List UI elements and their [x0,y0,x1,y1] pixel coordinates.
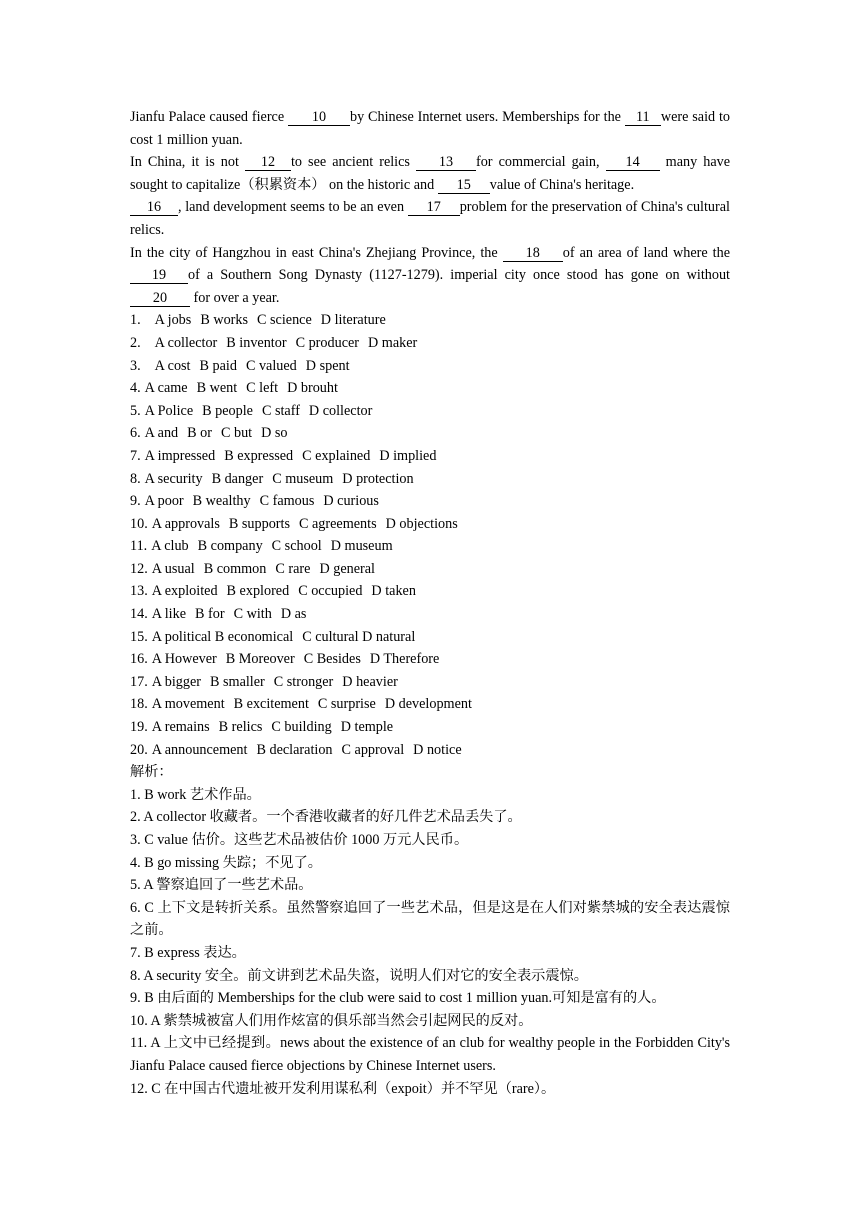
passage-text: value of China's heritage. [489,176,635,193]
analysis-item: 4. B go missing 失踪；不见了。 [130,854,322,871]
analysis-item: 1. B work 艺术作品。 [130,786,261,803]
option-choice: C surprise [317,696,376,713]
option-line [130,309,730,332]
option-choice: D brouht [287,380,338,397]
option-line [130,355,730,378]
option-choice: C science [257,312,312,329]
option-line [130,490,730,513]
question-number: 8. [130,470,141,487]
document-page [130,106,730,1100]
option-choice: B people [202,402,253,419]
option-choice: C stronger [273,673,334,690]
option-choice: C staff [261,402,300,419]
blank-10: 10 [288,109,350,126]
option-choice: A impressed [144,447,216,464]
option-choice: B excitement [233,696,309,713]
blank-16: 16 [130,199,178,216]
option-line [130,739,730,762]
question-number: 13. [130,583,148,600]
analysis-item: 10. A 紫禁城被富人们用作炫富的俱乐部当然会引起网民的反对。 [130,1012,533,1029]
option-choice: A approvals [151,515,220,532]
option-choice: D maker [368,334,418,351]
analysis-title: 解析： [130,764,173,781]
option-line [130,445,730,468]
passage-text: many have sought to capitalize（积累资本） on the historic and [130,154,731,193]
option-choice: A remains [151,719,210,736]
blank-14: 14 [606,154,660,171]
passage-text: of a Southern Song Dynasty (1127-1279). imperial city once stood has gone on without [188,267,730,284]
option-choice: D literature [320,312,386,329]
passage-paragraph [130,151,730,196]
option-choice: D general [319,560,375,577]
option-line [130,332,730,355]
question-number: 10. [130,515,148,532]
passage-text: In China, it is not [130,154,245,171]
option-line [130,468,730,491]
option-choice: B for [195,606,225,623]
option-line [130,716,730,739]
passage-text: problem for the preservation of China's cultural relics. [130,199,730,238]
option-choice: C school [271,538,322,555]
question-number: 19. [130,719,148,736]
question-number: 2. [130,334,141,351]
option-choice: B or [187,425,212,442]
option-choice: D museum [330,538,393,555]
option-choice: C explained [302,447,371,464]
option-choice: A poor [144,493,184,510]
option-choice: D taken [371,583,416,600]
passage-paragraph [130,106,730,151]
passage-text: of an area of land where the [562,244,730,261]
option-choice: A political B economical [151,628,294,645]
question-number: 6. [130,425,141,442]
option-choice: C agreements [299,515,377,532]
option-choice: D Therefore [369,651,440,668]
option-choice: B smaller [210,673,265,690]
analysis-item: 8. A security 安全。前文讲到艺术品失盗，说明人们对它的安全表示震惊。 [130,967,588,984]
option-choice: D so [261,425,288,442]
option-choice: D notice [413,741,462,758]
option-choice: A Police [144,402,194,419]
option-line [130,603,730,626]
option-choice: A collector [154,334,218,351]
option-choice: A jobs [154,312,192,329]
option-choice: A movement [151,696,225,713]
question-number: 4. [130,380,141,397]
question-number: 1. [130,312,141,329]
option-choice: A club [151,538,189,555]
option-choice: D heavier [342,673,398,690]
option-line [130,626,730,649]
option-choice: C but [220,425,253,442]
option-choice: C left [246,380,279,397]
question-number: 9. [130,493,141,510]
option-choice: B inventor [226,334,287,351]
option-choice: A cost [154,357,191,374]
option-choice: C museum [272,470,334,487]
blank-18: 18 [503,245,563,262]
option-choice: A announcement [151,741,248,758]
question-number: 15. [130,628,148,645]
blank-13: 13 [416,154,476,171]
option-line [130,671,730,694]
option-choice: B Moreover [225,651,295,668]
question-number: 3. [130,357,141,374]
blank-17: 17 [408,199,460,216]
analysis-item: 6. C 上下文是转折关系。虽然警察追回了一些艺术品，但是这是在人们对紫禁城的安全表达震惊之前。 [130,899,730,939]
passage-text: In the city of Hangzhou in east China's Zhejiang Province, the [130,244,503,261]
option-choice: A came [144,380,188,397]
analysis-item: 11. A 上文中已经提到。news about the existence of an club for wealthy people in the Forbidden City's Jianfu Palace caused fierce objections by Chinese Internet users. [130,1035,730,1074]
question-number: 18. [130,696,148,713]
option-choice: C building [271,719,332,736]
passage-text: for commercial gain, [475,154,606,171]
option-line [130,535,730,558]
option-line [130,400,730,423]
blank-11: 11 [625,109,661,126]
option-choice: D protection [342,470,414,487]
option-choice: D implied [379,447,437,464]
passage-text: for over a year. [190,289,280,306]
options-list [130,309,730,761]
option-choice: C approval [341,741,405,758]
question-number: 17. [130,673,148,690]
option-choice: B common [203,560,267,577]
option-choice: C with [233,606,272,623]
option-choice: D collector [308,402,373,419]
option-line [130,377,730,400]
option-choice: C occupied [298,583,363,600]
option-choice: D as [280,606,307,623]
passage-text: Jianfu Palace caused fierce [130,109,288,125]
option-line [130,648,730,671]
passage-paragraph [130,242,730,310]
question-number: 7. [130,447,141,464]
option-line [130,513,730,536]
blank-20: 20 [130,290,190,307]
option-choice: A usual [151,560,195,577]
option-choice: B relics [218,719,263,736]
option-choice: A bigger [151,673,201,690]
option-line [130,422,730,445]
option-choice: A like [151,606,187,623]
analysis-item: 3. C value 估价。这些艺术品被估价 1000 万元人民币。 [130,832,469,848]
option-choice: C famous [259,493,315,510]
option-line [130,580,730,603]
option-choice: B wealthy [192,493,251,510]
option-choice: C producer [295,334,360,351]
analysis-item: 7. B express 表达。 [130,944,246,961]
blank-19: 19 [130,267,188,284]
question-number: 20. [130,741,148,758]
option-choice: D spent [305,357,350,374]
option-choice: D temple [340,719,394,736]
option-choice: B explored [226,583,290,600]
blank-12: 12 [245,154,291,171]
option-choice: B declaration [256,741,333,758]
option-choice: C rare [275,560,311,577]
option-choice: A However [151,651,217,668]
passage-text: to see ancient relics [290,154,416,171]
analysis-list [130,784,730,1100]
option-choice: B danger [211,470,264,487]
option-choice: D curious [323,493,379,510]
option-choice: B expressed [224,447,294,464]
question-number: 5. [130,402,141,419]
passage-paragraph [130,196,730,241]
option-choice: D objections [385,515,458,532]
option-choice: A exploited [151,583,218,600]
option-choice: C valued [245,357,297,374]
passage-text: , land development seems to be an even [178,199,408,216]
analysis-item: 2. A collector 收藏者。一个香港收藏者的好几件艺术品丢失了。 [130,809,522,826]
option-choice: B company [197,538,263,555]
option-choice: C cultural D natural [302,628,416,645]
analysis-item: 9. B 由后面的 Memberships for the club were said to cost 1 million yuan.可知是富有的人。 [130,990,666,1007]
passage-text: by Chinese Internet users. Memberships for the [350,109,625,125]
question-number: 14. [130,606,148,623]
analysis-item: 5. A 警察追回了一些艺术品。 [130,877,313,894]
blank-15: 15 [438,177,490,194]
option-choice: B went [196,380,238,397]
question-number: 12. [130,560,148,577]
option-choice: A security [144,470,203,487]
option-choice: B supports [228,515,290,532]
option-choice: D development [384,696,472,713]
option-line [130,693,730,716]
analysis-item: 12. C 在中国古代遗址被开发利用谋私利（expoit）并不罕见（rare）。 [130,1080,556,1097]
option-choice: B works [200,312,249,329]
option-line [130,558,730,581]
option-choice: C Besides [303,651,361,668]
passage-text: were said to cost 1 million yuan. [130,109,730,148]
option-choice: B paid [199,357,237,374]
question-number: 16. [130,651,148,668]
question-number: 11. [130,538,148,555]
option-choice: A and [144,425,179,442]
